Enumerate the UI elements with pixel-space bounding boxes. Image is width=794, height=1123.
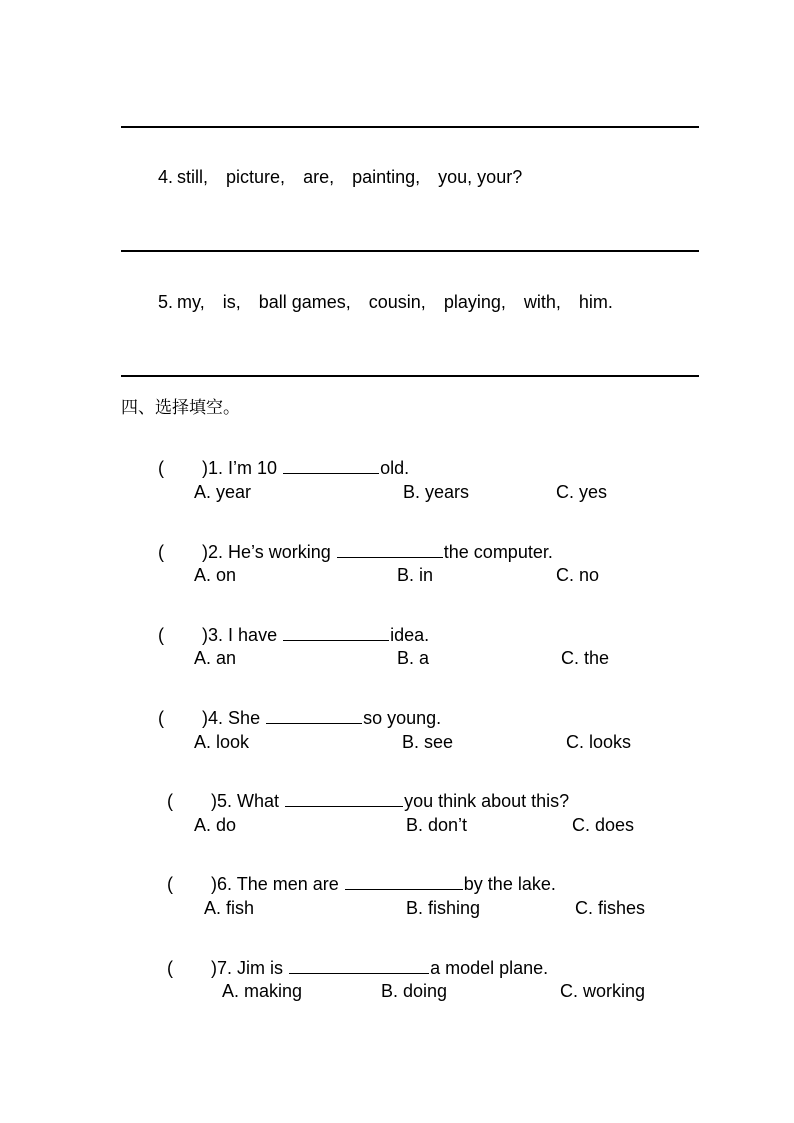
close-paren: ) xyxy=(202,542,209,562)
option-a[interactable]: A. making xyxy=(222,981,303,1001)
fill-blank[interactable] xyxy=(345,875,463,890)
fill-blank[interactable] xyxy=(289,959,429,974)
option-c[interactable]: C. does xyxy=(572,815,635,835)
answer-line-5[interactable] xyxy=(121,375,699,377)
open-paren: ( xyxy=(167,874,174,894)
word: still, xyxy=(177,167,209,187)
question-text-after: a model plane. xyxy=(430,958,549,978)
word: painting, xyxy=(352,167,421,187)
option-c[interactable]: C. fishes xyxy=(575,898,646,918)
question-2 xyxy=(148,525,553,561)
question-text-before: I’m 10 xyxy=(228,458,278,478)
section-title: 四、选择填空。 xyxy=(121,398,240,418)
option-a[interactable]: A. an xyxy=(194,648,237,668)
open-paren: ( xyxy=(158,542,165,562)
item-number: 4. xyxy=(158,167,174,187)
answer-line-4[interactable] xyxy=(121,250,699,252)
word: with, xyxy=(523,292,561,312)
open-paren: ( xyxy=(158,625,165,645)
option-c[interactable]: C. working xyxy=(560,981,646,1001)
question-number: 5. xyxy=(217,791,233,811)
close-paren: ) xyxy=(211,791,218,811)
close-paren: ) xyxy=(211,874,218,894)
question-text-before: The men are xyxy=(236,874,339,894)
word: cousin, xyxy=(368,292,426,312)
question-number: 1. xyxy=(208,458,224,478)
word: ball games, xyxy=(258,292,351,312)
reorder-item-4 xyxy=(148,150,540,186)
word: are, xyxy=(303,167,335,187)
question-text-before: Jim is xyxy=(237,958,284,978)
question-text-after: you think about this? xyxy=(404,791,570,811)
option-b[interactable]: B. fishing xyxy=(406,898,481,918)
question-number: 7. xyxy=(217,958,233,978)
option-a[interactable]: A. on xyxy=(194,565,237,585)
option-b[interactable]: B. in xyxy=(397,565,434,585)
option-b[interactable]: B. don’t xyxy=(406,815,468,835)
open-paren: ( xyxy=(167,958,174,978)
option-a[interactable]: A. fish xyxy=(204,898,255,918)
option-c[interactable]: C. yes xyxy=(556,482,608,502)
fill-blank[interactable] xyxy=(283,459,379,474)
word: playing, xyxy=(443,292,506,312)
word: you, your? xyxy=(438,167,523,187)
open-paren: ( xyxy=(158,458,165,478)
option-c[interactable]: C. no xyxy=(556,565,600,585)
question-text-after: so young. xyxy=(363,708,442,728)
close-paren: ) xyxy=(211,958,218,978)
fill-blank[interactable] xyxy=(337,543,443,558)
question-1 xyxy=(148,441,409,477)
word: picture, xyxy=(226,167,286,187)
option-a[interactable]: A. do xyxy=(194,815,237,835)
fill-blank[interactable] xyxy=(285,792,403,807)
question-text-before: She xyxy=(228,708,261,728)
close-paren: ) xyxy=(202,458,209,478)
question-number: 4. xyxy=(208,708,224,728)
reorder-item-5 xyxy=(148,275,631,311)
option-a[interactable]: A. year xyxy=(194,482,252,502)
item-number: 5. xyxy=(158,292,174,312)
question-number: 3. xyxy=(208,625,224,645)
question-number: 2. xyxy=(208,542,224,562)
question-text-before: He’s working xyxy=(228,542,331,562)
word: my, xyxy=(177,292,205,312)
option-c[interactable]: C. the xyxy=(561,648,610,668)
word: is, xyxy=(222,292,241,312)
open-paren: ( xyxy=(158,708,165,728)
option-c[interactable]: C. looks xyxy=(566,732,632,752)
fill-blank[interactable] xyxy=(266,709,362,724)
option-a[interactable]: A. look xyxy=(194,732,250,752)
question-text-before: What xyxy=(237,791,280,811)
question-text-after: by the lake. xyxy=(463,874,556,894)
question-text-before: I have xyxy=(228,625,278,645)
word: him. xyxy=(578,292,613,312)
question-text-after: idea. xyxy=(390,625,430,645)
question-text-after: the computer. xyxy=(443,542,553,562)
option-b[interactable]: B. doing xyxy=(381,981,448,1001)
close-paren: ) xyxy=(202,625,209,645)
question-3 xyxy=(148,608,429,644)
question-7 xyxy=(157,941,548,977)
fill-blank[interactable] xyxy=(283,626,389,641)
question-6 xyxy=(157,857,556,893)
option-b[interactable]: B. see xyxy=(402,732,454,752)
question-5 xyxy=(157,774,569,810)
question-4 xyxy=(148,691,441,727)
option-b[interactable]: B. a xyxy=(397,648,430,668)
close-paren: ) xyxy=(202,708,209,728)
option-b[interactable]: B. years xyxy=(403,482,470,502)
question-number: 6. xyxy=(217,874,233,894)
open-paren: ( xyxy=(167,791,174,811)
question-text-after: old. xyxy=(380,458,410,478)
answer-line-3[interactable] xyxy=(121,126,699,128)
